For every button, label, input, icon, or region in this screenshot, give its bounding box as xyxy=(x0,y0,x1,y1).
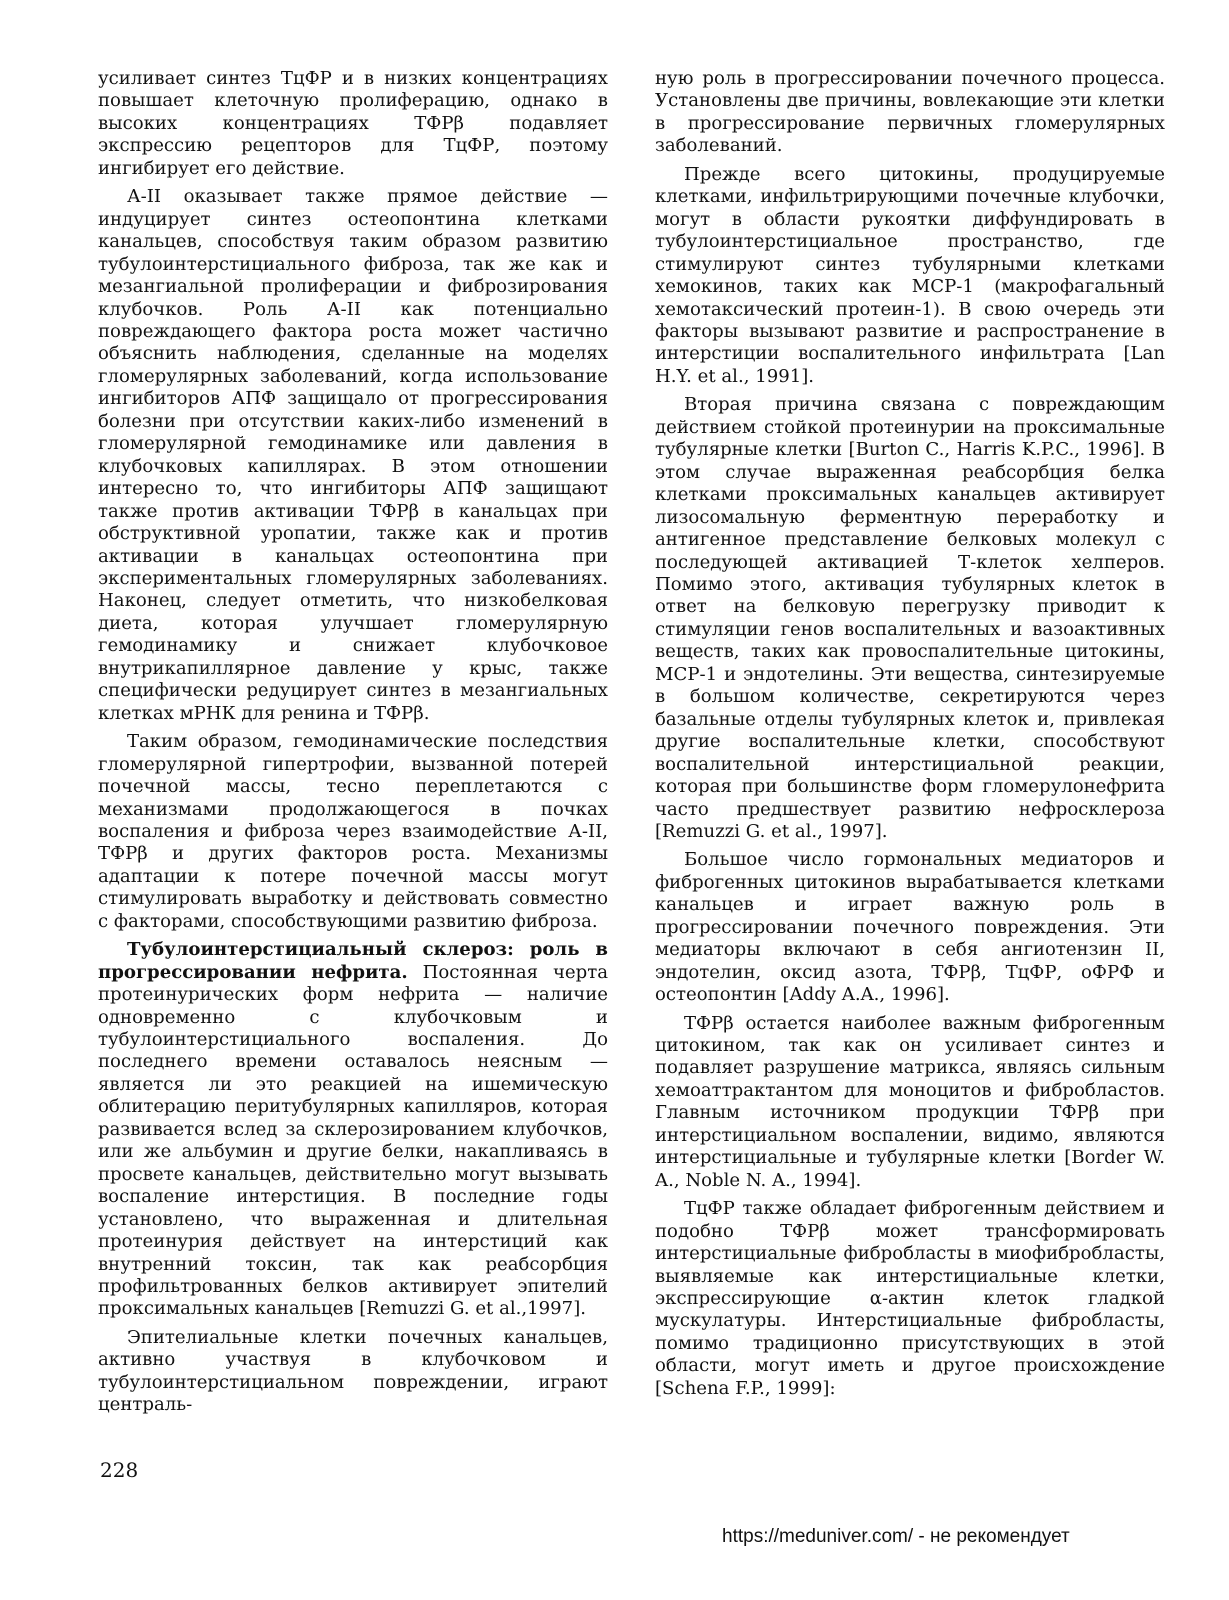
left-column xyxy=(98,68,608,1417)
section-heading: Тубулоинтерстициальный склероз: роль в прогрессировании нефрита. xyxy=(98,939,608,983)
right-paragraph-1: ную роль в прогрессировании почечного процесса. Установлены две причины, вовлекающие эти клетки в прогрессирование первичных гломерулярных заболеваний. xyxy=(655,68,1165,157)
section-body: Постоянная черта протеинурических форм нефрита — наличие одновременно с клубочковым и тубулоинтерстициального воспаления. До последнего времени оставалось неясным — является ли это реакцией на ишемическую облитерацию перитубулярных капилляров, которая развивается вслед за склерозированием клубочков, или же альбумин и другие белки, накапливаясь в просвете канальцев, действительно могут вызывать воспаление интерстиция. В последние годы установлено, что выраженная и длительная протеинурия действует на интерстиций как внутренний токсин, так как реабсорбция профильтрованных белков активирует эпителий проксимальных канальцев [Remuzzi G. et al.,1997]. xyxy=(98,961,609,1320)
right-column xyxy=(655,68,1165,1400)
right-paragraph-2: Прежде всего цитокины, продуцируемые клетками, инфильтрирующими почечные клубочки, могут в области рукоятки диффундировать в тубулоинтерстициальное пространство, где стимулируют синтез тубулярными клетками хемокинов, таких как МСР-1 (макрофагальный хемотаксический протеин-1). В свою очередь эти факторы вызывают развитие и распространение в интерстиции воспалительного инфильтрата [Lan H.Y. et al., 1991]. xyxy=(655,163,1165,387)
right-paragraph-4: Большое число гормональных медиаторов и фиброгенных цитокинов вырабатывается клетками канальцев и играет важную роль в прогрессировании почечного повреждения. Эти медиаторы включают в себя ангиотензин II, эндотелин, оксид азота, ТФРβ, ТцФР, оФРФ и остеопонтин [Addy A.A., 1996]. xyxy=(655,849,1165,1006)
left-paragraph-4 xyxy=(98,939,608,1321)
left-paragraph-1: усиливает синтез ТцФР и в низких концентрациях повышает клеточную пролиферацию, однако в высоких концентрациях ТФРβ подавляет экспрессию рецепторов для ТцФР, поэтому ингибирует его действие. xyxy=(98,68,608,179)
source-watermark: https://meduniver.com/ - не рекомендует xyxy=(722,1526,1070,1547)
left-paragraph-5: Эпителиальные клетки почечных канальцев, активно участвуя в клубочковом и тубулоинтерстициальном повреждении, играют централь- xyxy=(98,1326,608,1416)
page-number: 228 xyxy=(100,1458,139,1482)
right-paragraph-5: ТФРβ остается наиболее важным фиброгенным цитокином, так как он усиливает синтез и подавляет разрушение матрикса, являясь сильным хемоаттрактантом для моноцитов и фибробластов. Главным источником продукции ТФРβ при интерстициальном воспалении, видимо, являются интерстициальные и тубулярные клетки [Border W. A., Noble N. A., 1994]. xyxy=(655,1012,1165,1191)
left-paragraph-3: Таким образом, гемодинамические последствия гломерулярной гипертрофии, вызванной потерей почечной массы, тесно переплетаются с механизмами продолжающегося в почках воспаления и фиброза через взаимодействие А-II, ТФРβ и других факторов роста. Механизмы адаптации к потере почечной массы могут стимулировать выработку и действовать совместно с факторами, способствующими развитию фиброза. xyxy=(98,731,608,932)
right-paragraph-6: ТцФР также обладает фиброгенным действием и подобно ТФРβ может трансформировать интерстициальные фибробласты в миофибробласты, выявляемые как интерстициальные клетки, экспрессирующие α-актин клеток гладкой мускулатуры. Интерстициальные фибробласты, помимо традиционно присутствующих в этой области, могут иметь и другое происхождение [Schena F.P., 1999]: xyxy=(655,1198,1165,1399)
right-paragraph-3: Вторая причина связана с повреждающим действием стойкой протеинурии на проксимальные тубулярные клетки [Burton C., Harris K.P.C., 1996]. В этом случае выраженная реабсорбция белка клетками проксимальных канальцев активирует лизосомальную ферментную переработку и антигенное представление белковых молекул с последующей активацией Т-клеток хелперов. Помимо этого, активация тубулярных клеток в ответ на белковую перегрузку приводит к стимуляции генов воспалительных и вазоактивных веществ, таких как провоспалительные цитокины, МСР-1 и эндотелины. Эти вещества, синтезируемые в большом количестве, секретируются через базальные отделы тубулярных клеток и, привлекая другие воспалительные клетки, способствуют воспалительной интерстициальной реакции, которая при большинстве форм гломерулонефрита часто предшествует развитию нефросклероза [Remuzzi G. et al., 1997]. xyxy=(655,394,1165,842)
left-paragraph-2: А-II оказывает также прямое действие — индуцирует синтез остеопонтина клетками канальцев, способствуя таким образом развитию тубулоинтерстициального фиброза, так же как и мезангиальной пролиферации и фиброзирования клубочков. Роль А-II как потенциально повреждающего фактора роста может частично объяснить наблюдения, сделанные на моделях гломерулярных заболеваний, когда использование ингибиторов АПФ защищало от прогрессирования болезни при отсутствии каких-либо изменений в гломерулярной гемодинамике или давления в клубочковых капиллярах. В этом отношении интересно то, что ингибиторы АПФ защищают также против активации ТФРβ в канальцах при обструктивной уропатии, также как и против активации в канальцах остеопонтина при экспериментальных гломерулярных заболеваниях. Наконец, следует отметить, что низкобелковая диета, которая улучшает гломерулярную гемодинамику и снижает клубочковое внутрикапиллярное давление у крыс, также специфически редуцирует синтез в мезангиальных клетках мРНК для ренина и ТФРβ. xyxy=(98,186,608,724)
